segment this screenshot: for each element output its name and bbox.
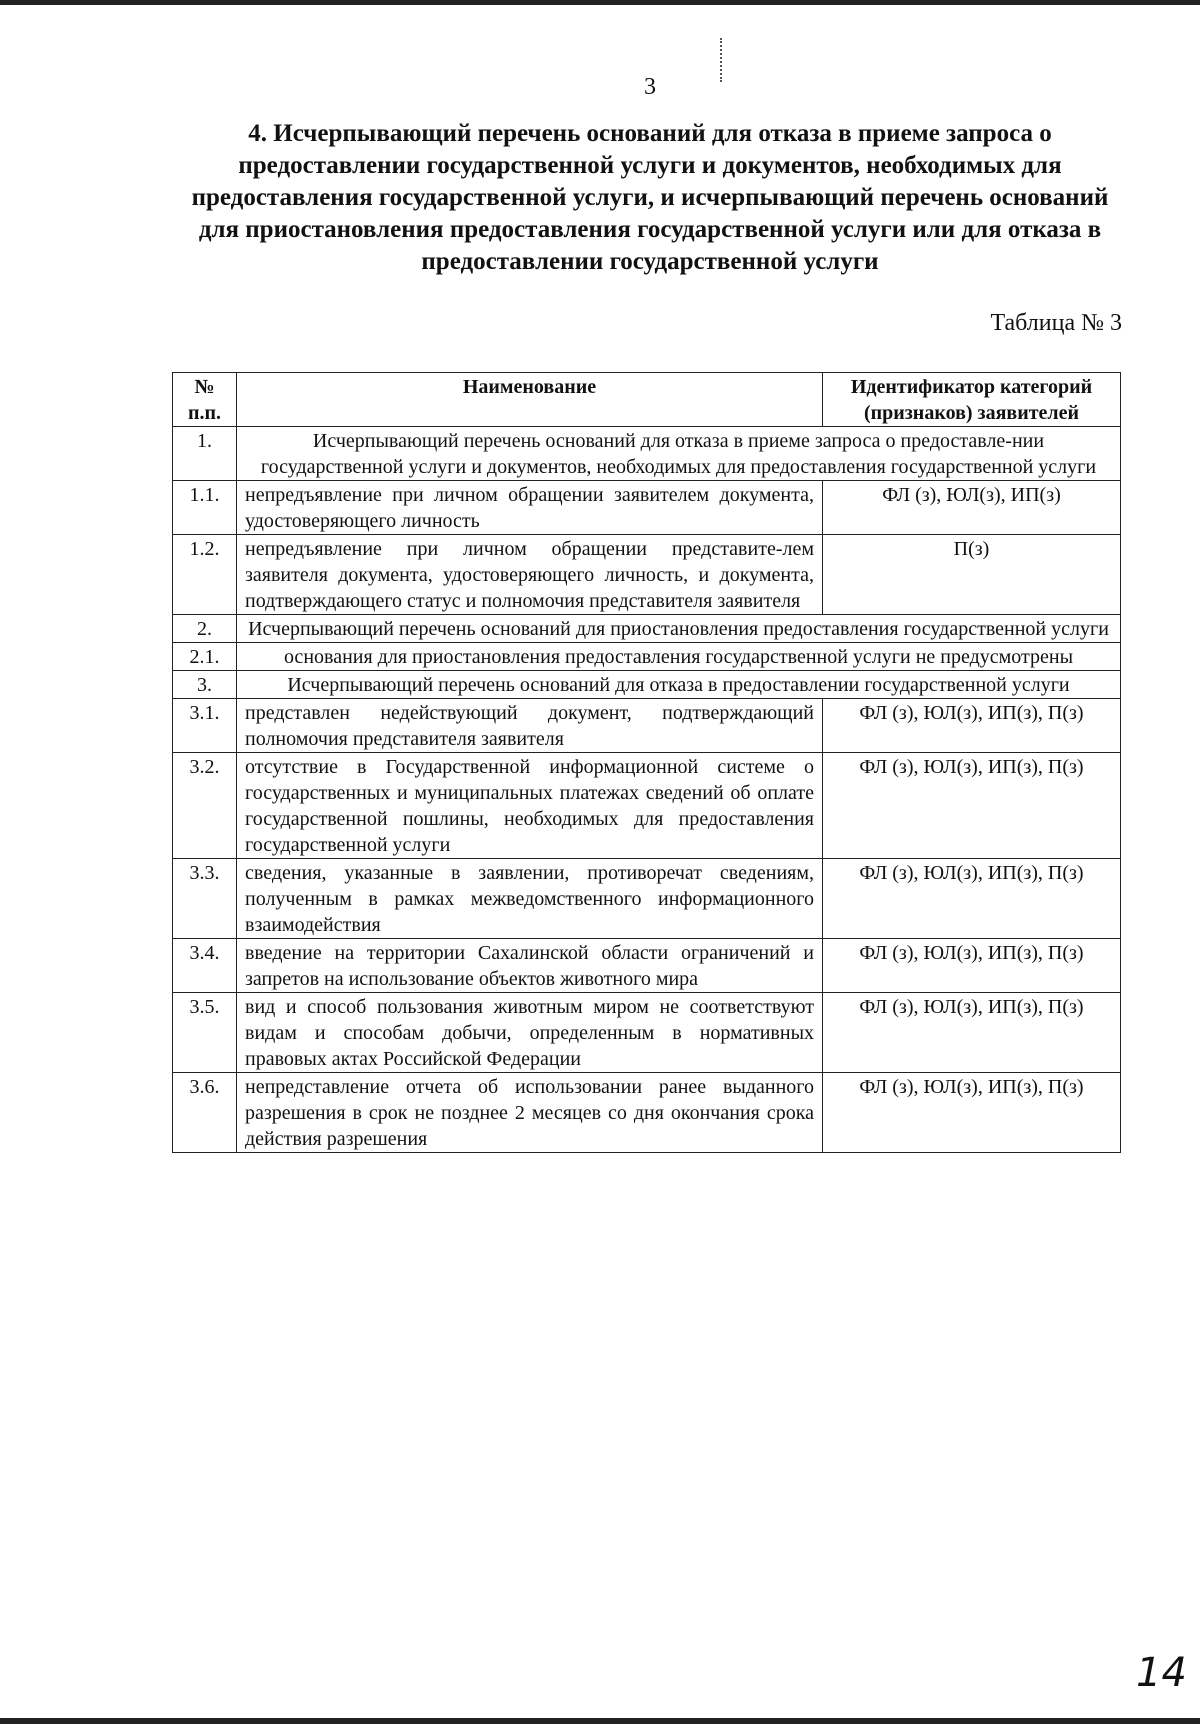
handwritten-sheet-number: 14	[1136, 1650, 1187, 1696]
row-name: отсутствие в Государственной информационной системе о государственных и муниципальных платежах сведений об оплате государственной пошлины, необходимых для предоставления государственной услуги	[237, 753, 823, 859]
row-number: 3.	[173, 671, 237, 699]
row-number: 1.	[173, 427, 237, 481]
row-name: вид и способ пользования животным миром не соответствуют видам и способам добычи, определенным в нормативных правовых актах Российской Федерации	[237, 993, 823, 1073]
section-title: Исчерпывающий перечень оснований для приостановления предоставления государственной услуги	[237, 615, 1121, 643]
row-name: непредставление отчета об использовании ранее выданного разрешения в срок не позднее 2 месяцев со дня окончания срока действия разрешения	[237, 1073, 823, 1153]
table-row	[173, 699, 1121, 753]
row-number: 2.	[173, 615, 237, 643]
row-name: непредъявление при личном обращении представите-лем заявителя документа, удостоверяющего личность, и документа, подтверждающего статус и полномочия представителя заявителя	[237, 535, 823, 615]
table-row	[173, 643, 1121, 671]
row-identifier: ФЛ (з), ЮЛ(з), ИП(з), П(з)	[823, 699, 1121, 753]
table-body	[173, 427, 1121, 1153]
table-row	[173, 859, 1121, 939]
table-row	[173, 427, 1121, 481]
row-number: 1.2.	[173, 535, 237, 615]
table-row	[173, 1073, 1121, 1153]
row-number: 2.1.	[173, 643, 237, 671]
row-name: сведения, указанные в заявлении, противоречат сведениям, полученным в рамках межведомственного информационного взаимодействия	[237, 859, 823, 939]
scan-edge-top	[0, 0, 1200, 5]
header-identifier: Идентификатор категорий (признаков) заявителей	[823, 373, 1121, 427]
table-row	[173, 753, 1121, 859]
section-title: Исчерпывающий перечень оснований для отказа в предоставлении государственной услуги	[237, 671, 1121, 699]
scan-edge-bottom	[0, 1718, 1200, 1724]
table-row	[173, 671, 1121, 699]
table-row	[173, 939, 1121, 993]
table-row	[173, 615, 1121, 643]
table-row	[173, 535, 1121, 615]
header-num: № п.п.	[173, 373, 237, 427]
row-identifier: ФЛ (з), ЮЛ(з), ИП(з), П(з)	[823, 939, 1121, 993]
row-number: 3.3.	[173, 859, 237, 939]
row-identifier: ФЛ (з), ЮЛ(з), ИП(з)	[823, 481, 1121, 535]
row-number: 1.1.	[173, 481, 237, 535]
header-name: Наименование	[237, 373, 823, 427]
row-identifier: ФЛ (з), ЮЛ(з), ИП(з), П(з)	[823, 753, 1121, 859]
section-title: Исчерпывающий перечень оснований для отказа в приеме запроса о предоставле-нии государственной услуги и документов, необходимых для предоставления государственной услуги	[237, 427, 1121, 481]
page-number: 3	[644, 74, 656, 100]
row-number: 3.2.	[173, 753, 237, 859]
row-identifier: ФЛ (з), ЮЛ(з), ИП(з), П(з)	[823, 993, 1121, 1073]
row-identifier: П(з)	[823, 535, 1121, 615]
row-identifier: ФЛ (з), ЮЛ(з), ИП(з), П(з)	[823, 859, 1121, 939]
table-row	[173, 993, 1121, 1073]
section-heading: 4. Исчерпывающий перечень оснований для отказа в приеме запроса о предоставлении государственной услуги и документов, необходимых для предоставления государственной услуги, и исчерпывающий перечень оснований для приостановления предоставления государственной услуги или для отказа в предоставлении государственной услуги	[191, 120, 1109, 275]
row-name: введение на территории Сахалинской области ограничений и запретов на использование объектов животного мира	[237, 939, 823, 993]
row-name: непредъявление при личном обращении заявителем документа, удостоверяющего личность	[237, 481, 823, 535]
grounds-table	[172, 372, 1121, 1153]
row-identifier: ФЛ (з), ЮЛ(з), ИП(з), П(з)	[823, 1073, 1121, 1153]
row-name: представлен недействующий документ, подтверждающий полномочия представителя заявителя	[237, 699, 823, 753]
row-number: 3.4.	[173, 939, 237, 993]
table-row	[173, 481, 1121, 535]
table-caption: Таблица № 3	[990, 310, 1122, 336]
row-number: 3.5.	[173, 993, 237, 1073]
table-header-row	[173, 373, 1121, 427]
section-title: основания для приостановления предоставления государственной услуги не предусмотрены	[237, 643, 1121, 671]
row-number: 3.6.	[173, 1073, 237, 1153]
row-number: 3.1.	[173, 699, 237, 753]
